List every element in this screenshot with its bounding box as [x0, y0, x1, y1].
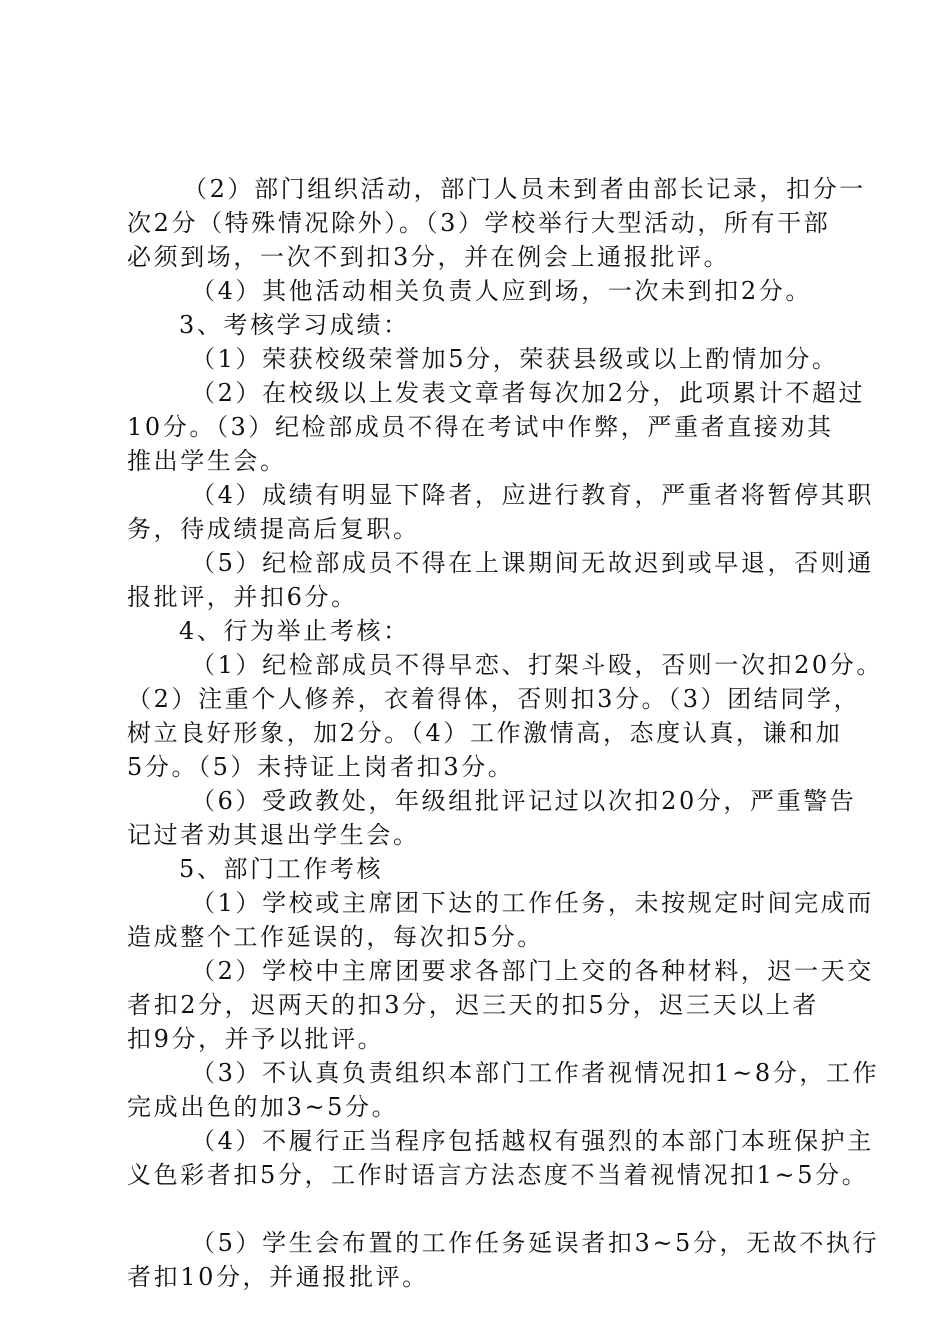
paragraph-line: 次2分（特殊情况除外）。（3）学校举行大型活动，所有干部	[127, 209, 831, 237]
section-heading: 3、考核学习成绩：	[179, 311, 410, 339]
paragraph-line: 5分。（5）未持证上岗者扣3分。	[127, 753, 515, 781]
paragraph-line: （5）学生会布置的工作任务延误者扣3~5分，无故不执行	[191, 1229, 880, 1257]
section-heading: 4、行为举止考核：	[179, 617, 410, 645]
paragraph-line: 必须到场，一次不到扣3分，并在例会上通报批评。	[127, 243, 731, 271]
paragraph-line: （2）注重个人修养，衣着得体，否则扣3分。（3）团结同学，	[127, 685, 861, 713]
paragraph-line: （2）学校中主席团要求各部门上交的各种材料，迟一天交	[191, 957, 874, 985]
section-heading: 5、部门工作考核	[179, 855, 384, 883]
paragraph-line: （4）成绩有明显下降者，应进行教育，严重者将暂停其职	[191, 481, 874, 509]
document-body	[127, 172, 884, 1294]
paragraph-line: （1）学校或主席团下达的工作任务，未按规定时间完成而	[191, 889, 874, 917]
paragraph-line: （1）纪检部成员不得早恋、打架斗殴，否则一次扣20分。	[191, 651, 884, 679]
paragraph-line: （2）部门组织活动，部门人员未到者由部长记录，扣分一	[183, 175, 866, 203]
paragraph-line: 推出学生会。	[127, 447, 287, 475]
paragraph-line: 树立良好形象，加2分。（4）工作激情高，态度认真，谦和加	[127, 719, 843, 747]
paragraph-line: 10分。（3）纪检部成员不得在考试中作弊，严重者直接劝其	[127, 413, 834, 441]
paragraph-line: （5）纪检部成员不得在上课期间无故迟到或早退，否则通	[191, 549, 874, 577]
paragraph-line: 义色彩者扣5分，工作时语言方法态度不当着视情况扣1~5分。	[127, 1161, 869, 1189]
blank-line	[127, 1192, 837, 1226]
paragraph-line: 记过者劝其退出学生会。	[127, 821, 420, 849]
paragraph-line: 扣9分，并予以批评。	[127, 1025, 385, 1053]
paragraph-line: 造成整个工作延误的，每次扣5分。	[127, 923, 544, 951]
paragraph-line: 者扣2分，迟两天的扣3分，迟三天的扣5分，迟三天以上者	[127, 991, 820, 1019]
paragraph-line: （2）在校级以上发表文章者每次加2分，此项累计不超过	[191, 379, 866, 407]
paragraph-line: 完成出色的加3~5分。	[127, 1093, 399, 1121]
paragraph-line: （4）不履行正当程序包括越权有强烈的本部门本班保护主	[191, 1127, 874, 1155]
paragraph-line: （6）受政教处，年级组批评记过以次扣20分，严重警告	[191, 787, 857, 815]
paragraph-line: 务，待成绩提高后复职。	[127, 515, 420, 543]
paragraph-line: 者扣10分，并通报批评。	[127, 1263, 429, 1291]
paragraph-line: （3）不认真负责组织本部门工作者视情况扣1~8分，工作	[191, 1059, 880, 1087]
paragraph-line: （1）荣获校级荣誉加5分，荣获县级或以上酌情加分。	[191, 345, 839, 373]
paragraph-line: 报批评，并扣6分。	[127, 583, 358, 611]
paragraph-line: （4）其他活动相关负责人应到场，一次未到扣2分。	[191, 277, 812, 305]
